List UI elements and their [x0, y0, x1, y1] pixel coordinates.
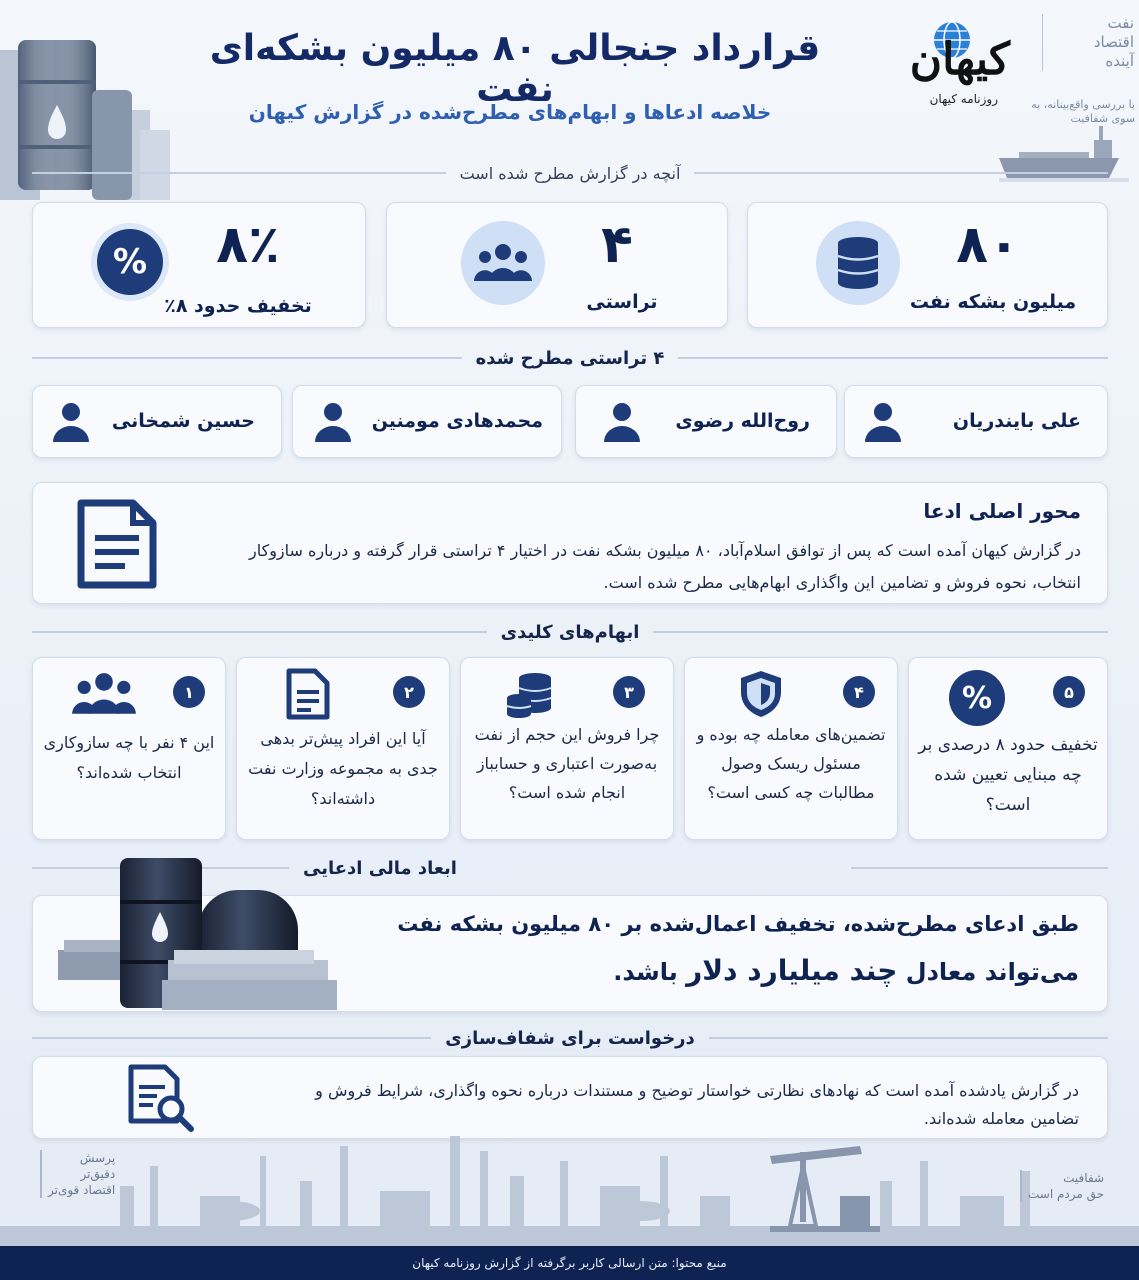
ambiguity-number: ۱ [173, 676, 205, 708]
footer-right-notes [1020, 1170, 1104, 1202]
financial-line-1: طبق ادعای مطرح‌شده، تخفیف اعمال‌شده بر ۸۰ میلیون بشکه نفت [397, 912, 1079, 936]
coins-icon [505, 668, 557, 720]
group-icon [71, 668, 137, 720]
person-icon [861, 400, 905, 444]
ambiguity-number: ۲ [393, 676, 425, 708]
stat-value: ۸۰ [956, 215, 1020, 275]
transparency-text: در گزارش یادشده آمده است که نهادهای نظارتی خواستار توضیح و مستندات درباره نحوه واگذاری، شرایط فروش و تضامین معامله شده‌اند. [315, 1081, 1079, 1128]
document-icon [77, 499, 157, 589]
side-tag-line: نفت [1107, 14, 1134, 32]
stats-heading [32, 160, 1108, 186]
footer-left-line: پرسش [79, 1151, 116, 1165]
stat-value: ۴ [601, 215, 633, 275]
ambiguity-text: آیا این افراد پیش‌تر بدهی جدی به مجموعه وزارت نفت داشته‌اند؟ [248, 729, 438, 808]
percent-icon-circle [91, 223, 169, 301]
financial-line-2-a: می‌تواند معادل [905, 958, 1079, 986]
trader-name: حسین شمخانی [111, 410, 255, 432]
footer-right-line: شفافیت [1063, 1171, 1105, 1185]
stat-value: ۸٪ [216, 215, 280, 275]
ambiguity-text: این ۴ نفر با چه سازوکاری انتخاب شده‌اند؟ [43, 733, 215, 782]
percent-icon: % [97, 229, 163, 295]
document-icon [281, 668, 333, 720]
ambiguity-number: ۵ [1053, 676, 1085, 708]
ambiguity-text: تخفیف حدود ۸ درصدی بر چه مبنایی تعیین شده است؟ [918, 735, 1098, 815]
ambiguity-number: ۴ [843, 676, 875, 708]
ambiguity-text: تضمین‌های معامله چه بوده و مسئول ریسک وصول مطالبات چه کسی است؟ [696, 725, 886, 802]
shield-icon [735, 668, 787, 720]
side-tag-line: آینده [1105, 52, 1134, 70]
stat-label: تراستی [586, 291, 658, 313]
group-icon [473, 241, 533, 285]
financial-highlight: چند میلیارد دلار [686, 954, 898, 987]
ambiguity-card [32, 657, 226, 840]
ambiguity-card [908, 657, 1108, 840]
financial-line-2 [613, 954, 1079, 987]
footer-right-line: حق مردم است [1028, 1187, 1105, 1201]
person-icon [49, 400, 93, 444]
traders-heading-label: ۴ تراستی مطرح شده [475, 347, 665, 369]
stat-card-barrels [747, 202, 1108, 328]
footer-left-line: دقیق‌تر [80, 1167, 116, 1181]
transparency-heading-label: درخواست برای شفاف‌سازی [445, 1027, 695, 1049]
side-tag-line: اقتصاد [1093, 33, 1134, 51]
main-claim-card [32, 482, 1108, 604]
traders-heading [32, 345, 1108, 371]
ambiguity-card [460, 657, 674, 840]
trader-card [844, 385, 1108, 458]
source-text: منبع محتوا: متن ارسالی کاربر برگرفته از گزارش روزنامه کیهان [412, 1256, 727, 1270]
trader-card [575, 385, 837, 458]
footer-left-notes [40, 1150, 115, 1198]
trader-card [292, 385, 562, 458]
ambiguity-number: ۳ [613, 676, 645, 708]
ambiguity-text: چرا فروش این حجم از نفت به‌صورت اعتباری و حسابباز انجام شده است؟ [474, 725, 660, 802]
trader-name: علی بایندریان [952, 410, 1081, 432]
refinery-skyline-illustration [0, 1126, 1139, 1246]
document-search-icon [125, 1063, 197, 1135]
barrels-money-illustration [58, 850, 348, 1025]
person-icon [600, 400, 644, 444]
trader-name: محمدهادی مومنین [371, 410, 543, 432]
barrel-icon-circle [816, 221, 900, 305]
transparency-heading [32, 1025, 1108, 1051]
stat-label: میلیون بشکه نفت [909, 291, 1077, 313]
claim-title: محور اصلی ادعا [923, 499, 1081, 523]
stats-heading-label: آنچه در گزارش مطرح شده است [459, 163, 681, 183]
side-note: با بررسی واقع‌بینانه، به سوی شفافیت [1031, 98, 1135, 125]
ambiguities-heading [32, 619, 1108, 645]
kayhan-logo [870, 14, 1020, 114]
percent-icon: % [949, 670, 1005, 726]
group-icon-circle [461, 221, 545, 305]
ambiguity-card [236, 657, 450, 840]
footer-left-line: اقتصاد قوی‌تر [48, 1183, 116, 1197]
page-subtitle: خلاصه ادعاها و ابهام‌های مطرح‌شده در گزارش کیهان [248, 100, 772, 124]
ambiguity-card [684, 657, 898, 840]
side-tagline [1042, 14, 1134, 71]
financial-line-2-c: باشد. [613, 958, 678, 986]
claim-text: در گزارش کیهان آمده است که پس از توافق اسلام‌آباد، ۸۰ میلیون بشکه نفت در اختیار ۴ تراستی قرار گرفته و درباره سازوکار انتخاب، نحوه فروش و تضامین این واگذاری ابهام‌هایی مطرح شده است. [248, 541, 1081, 592]
barrel-icon [835, 235, 881, 291]
logo-wordmark: کیهان [909, 34, 1010, 85]
stat-card-discount [32, 202, 366, 328]
ambiguities-heading-label: ابهام‌های کلیدی [500, 621, 640, 643]
stat-card-trustees [386, 202, 728, 328]
page-title: قرارداد جنجالی ۸۰ میلیون بشکه‌ای نفت [209, 28, 821, 110]
financial-heading-label: ابعاد مالی ادعایی [303, 857, 457, 879]
person-icon [311, 400, 355, 444]
trader-card [32, 385, 282, 458]
trader-name: روح‌الله رضوی [675, 410, 810, 432]
stat-label: تخفیف حدود ۸٪ [164, 295, 312, 317]
source-footer [0, 1246, 1139, 1280]
logo-caption: روزنامه کیهان [929, 92, 998, 106]
